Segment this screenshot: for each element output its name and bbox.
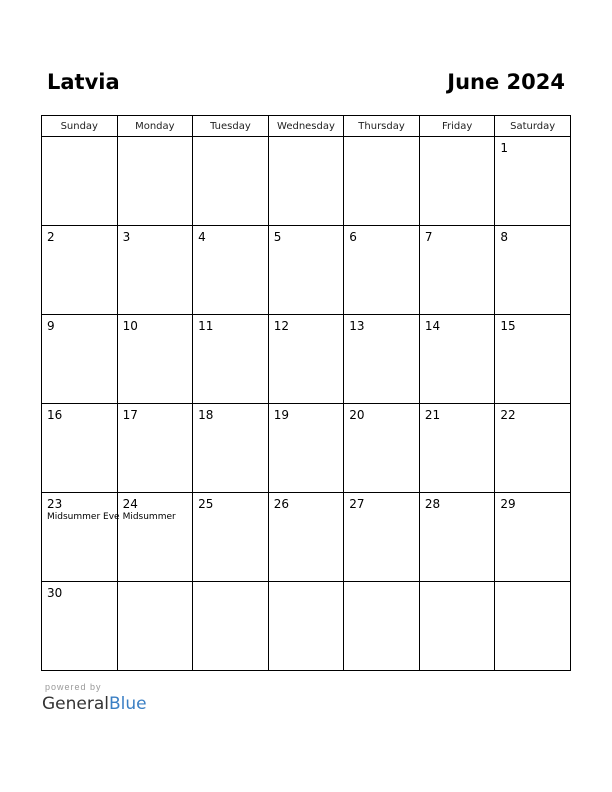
day-cell <box>193 137 269 226</box>
brand-logo[interactable] <box>42 694 147 714</box>
day-cell[interactable] <box>419 493 495 582</box>
week-row <box>42 404 571 493</box>
day-number <box>420 582 495 586</box>
day-cell[interactable] <box>193 315 269 404</box>
calendar-grid <box>41 115 571 671</box>
day-cell[interactable] <box>117 404 193 493</box>
day-number: 26 <box>273 497 289 511</box>
brand-general: General <box>42 694 109 714</box>
day-number: 9 <box>47 319 55 333</box>
day-cell[interactable] <box>42 404 118 493</box>
day-cell[interactable] <box>42 226 118 315</box>
day-number: 6 <box>349 230 357 244</box>
day-cell[interactable] <box>495 493 571 582</box>
week-row <box>42 315 571 404</box>
day-number: 11 <box>198 319 214 333</box>
day-number: 7 <box>424 230 433 244</box>
day-cell[interactable] <box>419 404 495 493</box>
day-cell <box>344 582 420 671</box>
day-cell <box>419 137 495 226</box>
weekday-saturday: Saturday <box>495 116 571 137</box>
day-cell <box>42 137 118 226</box>
day-cell <box>117 582 193 671</box>
day-number: 14 <box>424 319 441 333</box>
day-cell <box>344 137 420 226</box>
day-cell[interactable] <box>193 226 269 315</box>
weekday-friday: Friday <box>419 116 495 137</box>
day-number: 17 <box>122 408 138 422</box>
day-number: 27 <box>349 497 365 511</box>
day-number: 19 <box>273 408 289 422</box>
day-cell[interactable] <box>193 493 269 582</box>
day-number: 5 <box>273 230 282 244</box>
brand-blue: Blue <box>109 694 147 714</box>
holiday-label: Midsummer Eve <box>47 512 120 522</box>
weekday-header-row <box>42 116 571 137</box>
day-number <box>118 582 193 586</box>
day-cell <box>268 582 344 671</box>
day-number: 28 <box>424 497 441 511</box>
day-number: 10 <box>122 319 138 333</box>
weekday-monday: Monday <box>117 116 193 137</box>
day-number: 13 <box>349 319 365 333</box>
day-cell[interactable] <box>495 404 571 493</box>
day-cell[interactable] <box>344 226 420 315</box>
day-cell[interactable] <box>495 137 571 226</box>
day-cell[interactable] <box>419 226 495 315</box>
day-number <box>344 582 419 586</box>
day-number: 30 <box>47 586 63 600</box>
day-number: 12 <box>273 319 289 333</box>
holiday-label: Midsummer <box>122 512 176 522</box>
day-number: 3 <box>122 230 131 244</box>
day-number: 25 <box>198 497 214 511</box>
day-number <box>42 137 117 141</box>
powered-by-label: powered by <box>45 682 102 692</box>
day-number <box>269 582 344 586</box>
day-cell[interactable] <box>42 582 118 671</box>
weekday-wednesday: Wednesday <box>268 116 344 137</box>
day-cell[interactable] <box>495 315 571 404</box>
day-cell <box>419 582 495 671</box>
day-number <box>269 137 344 141</box>
day-number: 16 <box>47 408 63 422</box>
weekday-thursday: Thursday <box>344 116 420 137</box>
day-cell <box>117 137 193 226</box>
week-row <box>42 582 571 671</box>
day-cell[interactable] <box>193 404 269 493</box>
day-cell[interactable] <box>344 493 420 582</box>
day-cell[interactable] <box>117 493 193 582</box>
weekday-sunday: Sunday <box>42 116 118 137</box>
day-cell[interactable] <box>42 315 118 404</box>
day-number: 21 <box>424 408 441 422</box>
day-cell <box>495 582 571 671</box>
day-number: 4 <box>198 230 206 244</box>
day-number: 23 <box>47 497 63 511</box>
day-number: 22 <box>500 408 516 422</box>
day-cell[interactable] <box>419 315 495 404</box>
weekday-tuesday: Tuesday <box>193 116 269 137</box>
day-cell <box>193 582 269 671</box>
day-number <box>118 137 193 141</box>
day-number: 18 <box>198 408 214 422</box>
day-cell[interactable] <box>495 226 571 315</box>
week-row <box>42 137 571 226</box>
day-cell[interactable] <box>117 226 193 315</box>
week-row <box>42 226 571 315</box>
day-number: 15 <box>500 319 516 333</box>
day-number: 29 <box>500 497 516 511</box>
day-cell[interactable] <box>344 315 420 404</box>
month-year-title: June 2024 <box>447 70 565 94</box>
day-number: 20 <box>349 408 365 422</box>
day-cell <box>268 137 344 226</box>
day-cell[interactable] <box>268 404 344 493</box>
day-number: 24 <box>122 497 138 511</box>
day-cell[interactable] <box>42 493 118 582</box>
week-row <box>42 493 571 582</box>
day-number: 1 <box>500 141 509 155</box>
day-number <box>193 582 268 586</box>
day-cell[interactable] <box>117 315 193 404</box>
day-number <box>344 137 419 141</box>
day-number: 8 <box>500 230 509 244</box>
day-cell[interactable] <box>268 493 344 582</box>
day-cell[interactable] <box>268 226 344 315</box>
day-number <box>420 137 495 141</box>
day-number <box>193 137 268 141</box>
day-number: 2 <box>47 230 55 244</box>
day-number <box>495 582 570 586</box>
country-title: Latvia <box>47 70 120 94</box>
day-cell[interactable] <box>268 315 344 404</box>
day-cell[interactable] <box>344 404 420 493</box>
